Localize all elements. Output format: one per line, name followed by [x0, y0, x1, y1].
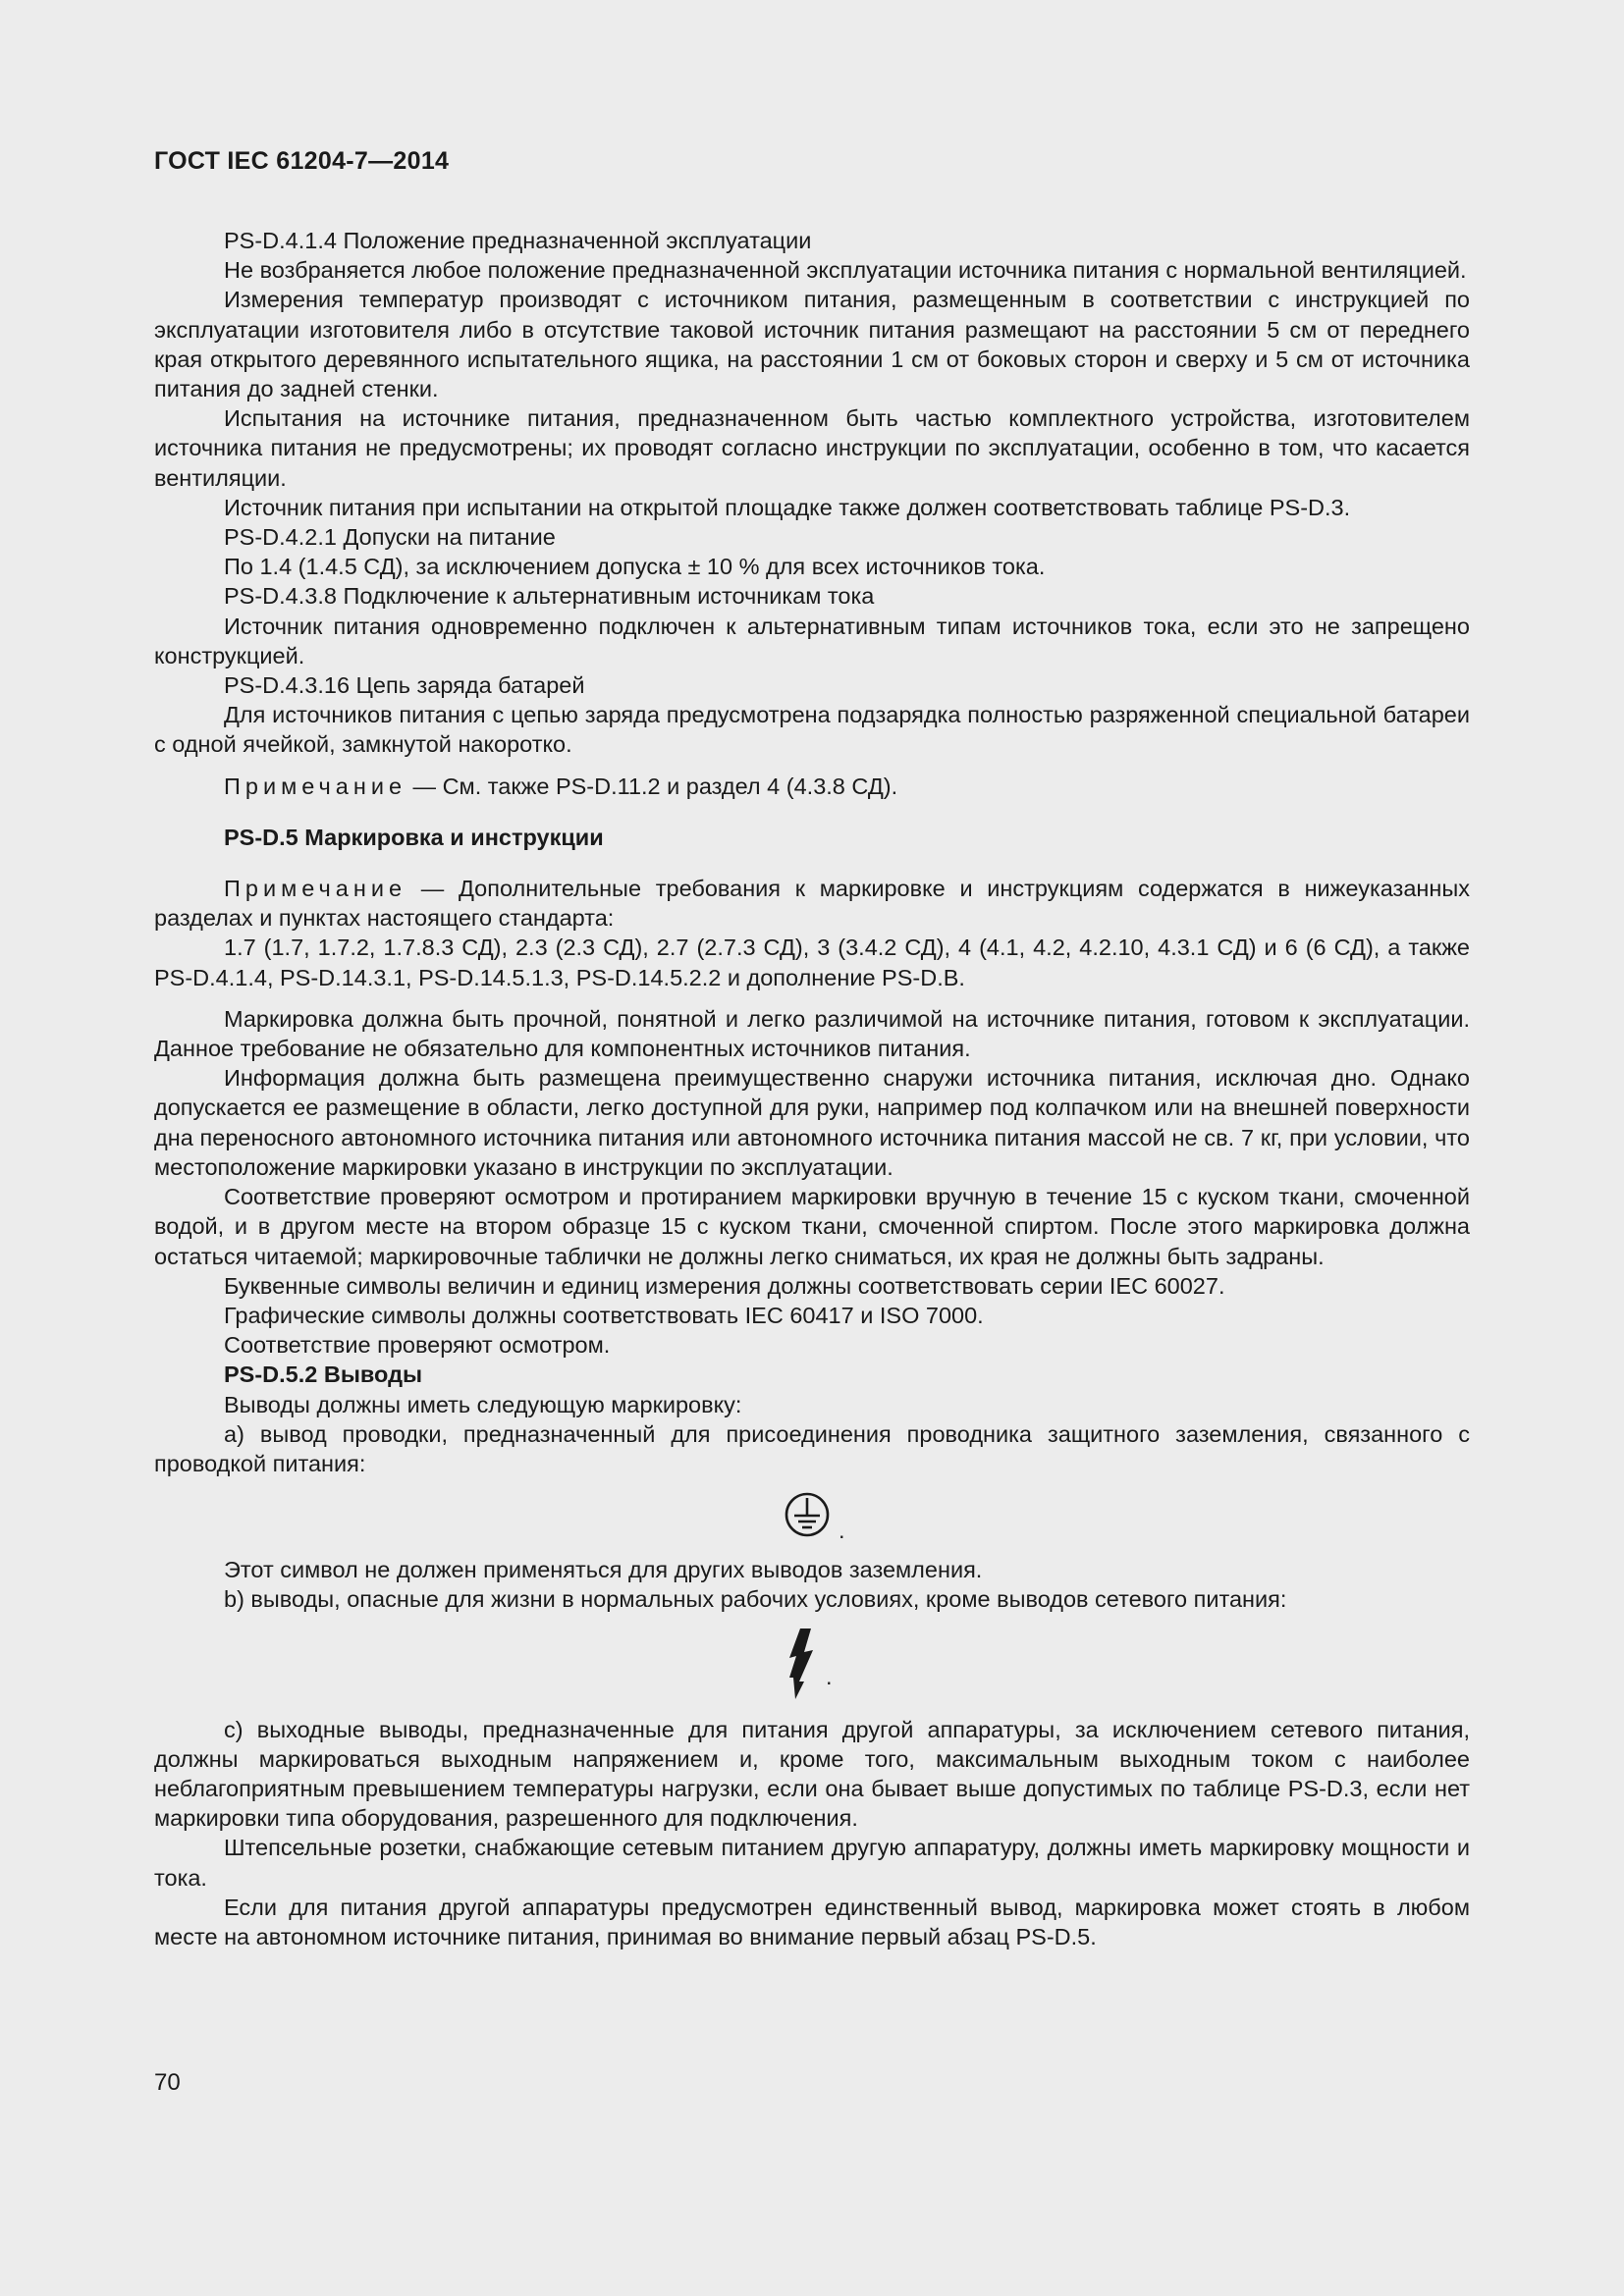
paragraph: Испытания на источнике питания, предназначенном быть частью комплектного устройства, изготовителем источника питания не предусмотрены; их проводят согласно инструкции по эксплуатации, особенно в том, что касается вентиляции.: [154, 405, 1470, 491]
paragraph: Буквенные символы величин и единиц измерения должны соответствовать серии IEC 60027.: [224, 1272, 1225, 1299]
paragraph: Не возбраняется любое положение предназначенной эксплуатации источника питания с нормальной вентиляцией.: [224, 257, 1467, 284]
paragraph: По 1.4 (1.4.5 СД), за исключением допуска ± 10 % для всех источников тока.: [224, 554, 1046, 580]
paragraph: Соответствие проверяют осмотром и протиранием маркировки вручную в течение 15 с куском ткани, смоченной водой, и в другом месте на втором образце 15 с куском ткани, смоченной спиртом. После этого маркировка должна остаться читаемой; маркировочные таблички не должны легко сниматься, их края не должны быть задраны.: [154, 1184, 1470, 1269]
paragraph: Если для питания другой аппаратуры предусмотрен единственный вывод, маркировка может стоять в любом месте на автономном источнике питания, принимая во внимание первый абзац PS-D.5.: [154, 1894, 1470, 1949]
paragraph: Соответствие проверяют осмотром.: [224, 1332, 611, 1359]
section-title: PS-D.5 Маркировка и инструкции: [224, 824, 604, 850]
paragraph: Графические символы должны соответствовать IEC 60417 и ISO 7000.: [224, 1302, 984, 1328]
page-content: [154, 226, 1470, 1951]
page-number: 70: [154, 2069, 181, 2096]
paragraph: Штепсельные розетки, снабжающие сетевым питанием другую аппаратуру, должны иметь маркировку мощности и тока.: [154, 1835, 1470, 1891]
paragraph: Источник питания одновременно подключен к альтернативным типам источников тока, если это не запрещено конструкцией.: [154, 613, 1470, 668]
note-label: Примечание: [224, 773, 407, 799]
paragraph: Маркировка должна быть прочной, понятной и легко различимой на источнике питания, готовом к эксплуатации. Данное требование не обязательно для компонентных источников питания.: [154, 1005, 1470, 1062]
clause-heading: PS-D.4.2.1 Допуски на питание: [224, 524, 556, 551]
paragraph: Этот символ не должен применяться для других выводов заземления.: [224, 1557, 983, 1583]
paragraph: c) выходные выводы, предназначенные для питания другой аппаратуры, за исключением сетевого питания, должны маркироваться выходным напряжением и, кроме того, максимальным выходным током с наиболее неблагоприятным превышением температуры нагрузки, если она бывает выше допустимых по таблице PS-D.3, если нет маркировки типа оборудования, разрешенного для подключения.: [154, 1716, 1470, 1832]
note-label: Примечание: [224, 876, 407, 902]
paragraph: PS-D.4.1.4 Положение предназначенной эксплуатации: [224, 228, 812, 253]
symbol-dot: .: [826, 1663, 833, 1689]
clause-heading: PS-D.4.3.16 Цепь заряда батарей: [224, 672, 585, 699]
protective-earth-icon: [783, 1488, 832, 1541]
paragraph: Источник питания при испытании на открытой площадке также должен соответствовать таблице PS-D.3.: [224, 494, 1351, 520]
paragraph: Выводы должны иметь следующую маркировку:: [224, 1391, 742, 1417]
symbol-dot: .: [839, 1518, 845, 1544]
clause-heading: PS-D.4.3.8 Подключение к альтернативным источникам тока: [224, 583, 875, 610]
clause-heading: PS-D.5.2 Выводы: [224, 1362, 423, 1388]
paragraph: b) выводы, опасные для жизни в нормальных рабочих условиях, кроме выводов сетевого питания:: [224, 1586, 1287, 1613]
note-text: — Дополнительные требования к маркировке и инструкциям содержатся в нижеуказанных разделах и пунктах настоящего стандарта:: [154, 876, 1470, 932]
note: [154, 874, 1470, 933]
note-text: — См. также PS-D.11.2 и раздел 4 (4.3.8 СД).: [406, 773, 898, 799]
note-list: 1.7 (1.7, 1.7.2, 1.7.8.3 СД), 2.3 (2.3 СД), 2.7 (2.7.3 СД), 3 (3.4.2 СД), 4 (4.1, 4.2, 4.2.10, 4.3.1 СД) и 6 (6 СД), а также PS-D.4.1.4, PS-D.14.3.1, PS-D.14.5.1.3, PS-D.14.5.2.2 и дополнение PS-D.B.: [154, 934, 1470, 990]
paragraph: a) вывод проводки, предназначенный для присоединения проводника защитного заземления, связанного с проводкой питания:: [154, 1420, 1470, 1476]
document-header: ГОСТ IEC 61204-7—2014: [154, 147, 450, 175]
paragraph: Информация должна быть размещена преимущественно снаружи источника питания, исключая дно. Однако допускается ее размещение в области, легко доступной для руки, например под колпачком или на внешней поверхности дна переносного автономного источника питания или автономного источника питания массой не св. 7 кг, при условии, что местоположение маркировки указано в инструкции по эксплуатации.: [154, 1065, 1470, 1180]
high-voltage-icon: [787, 1629, 817, 1699]
paragraph: Измерения температур производят с источником питания, размещенным в соответствии с инструкцией по эксплуатации изготовителя либо в отсутствие таковой источник питания размещают на расстоянии 5 см от переднего края открытого деревянного испытательного ящика, на расстоянии 1 см от боковых сторон и сверху и 5 см от источника питания до задней стенки.: [154, 287, 1470, 402]
paragraph: Для источников питания с цепью заряда предусмотрена подзарядка полностью разряженной специальной батареи с одной ячейкой, замкнутой накоротко.: [154, 702, 1470, 758]
hazard-symbol-row: [154, 1615, 1470, 1715]
note: [154, 772, 1470, 801]
earth-symbol-row: [154, 1478, 1470, 1555]
